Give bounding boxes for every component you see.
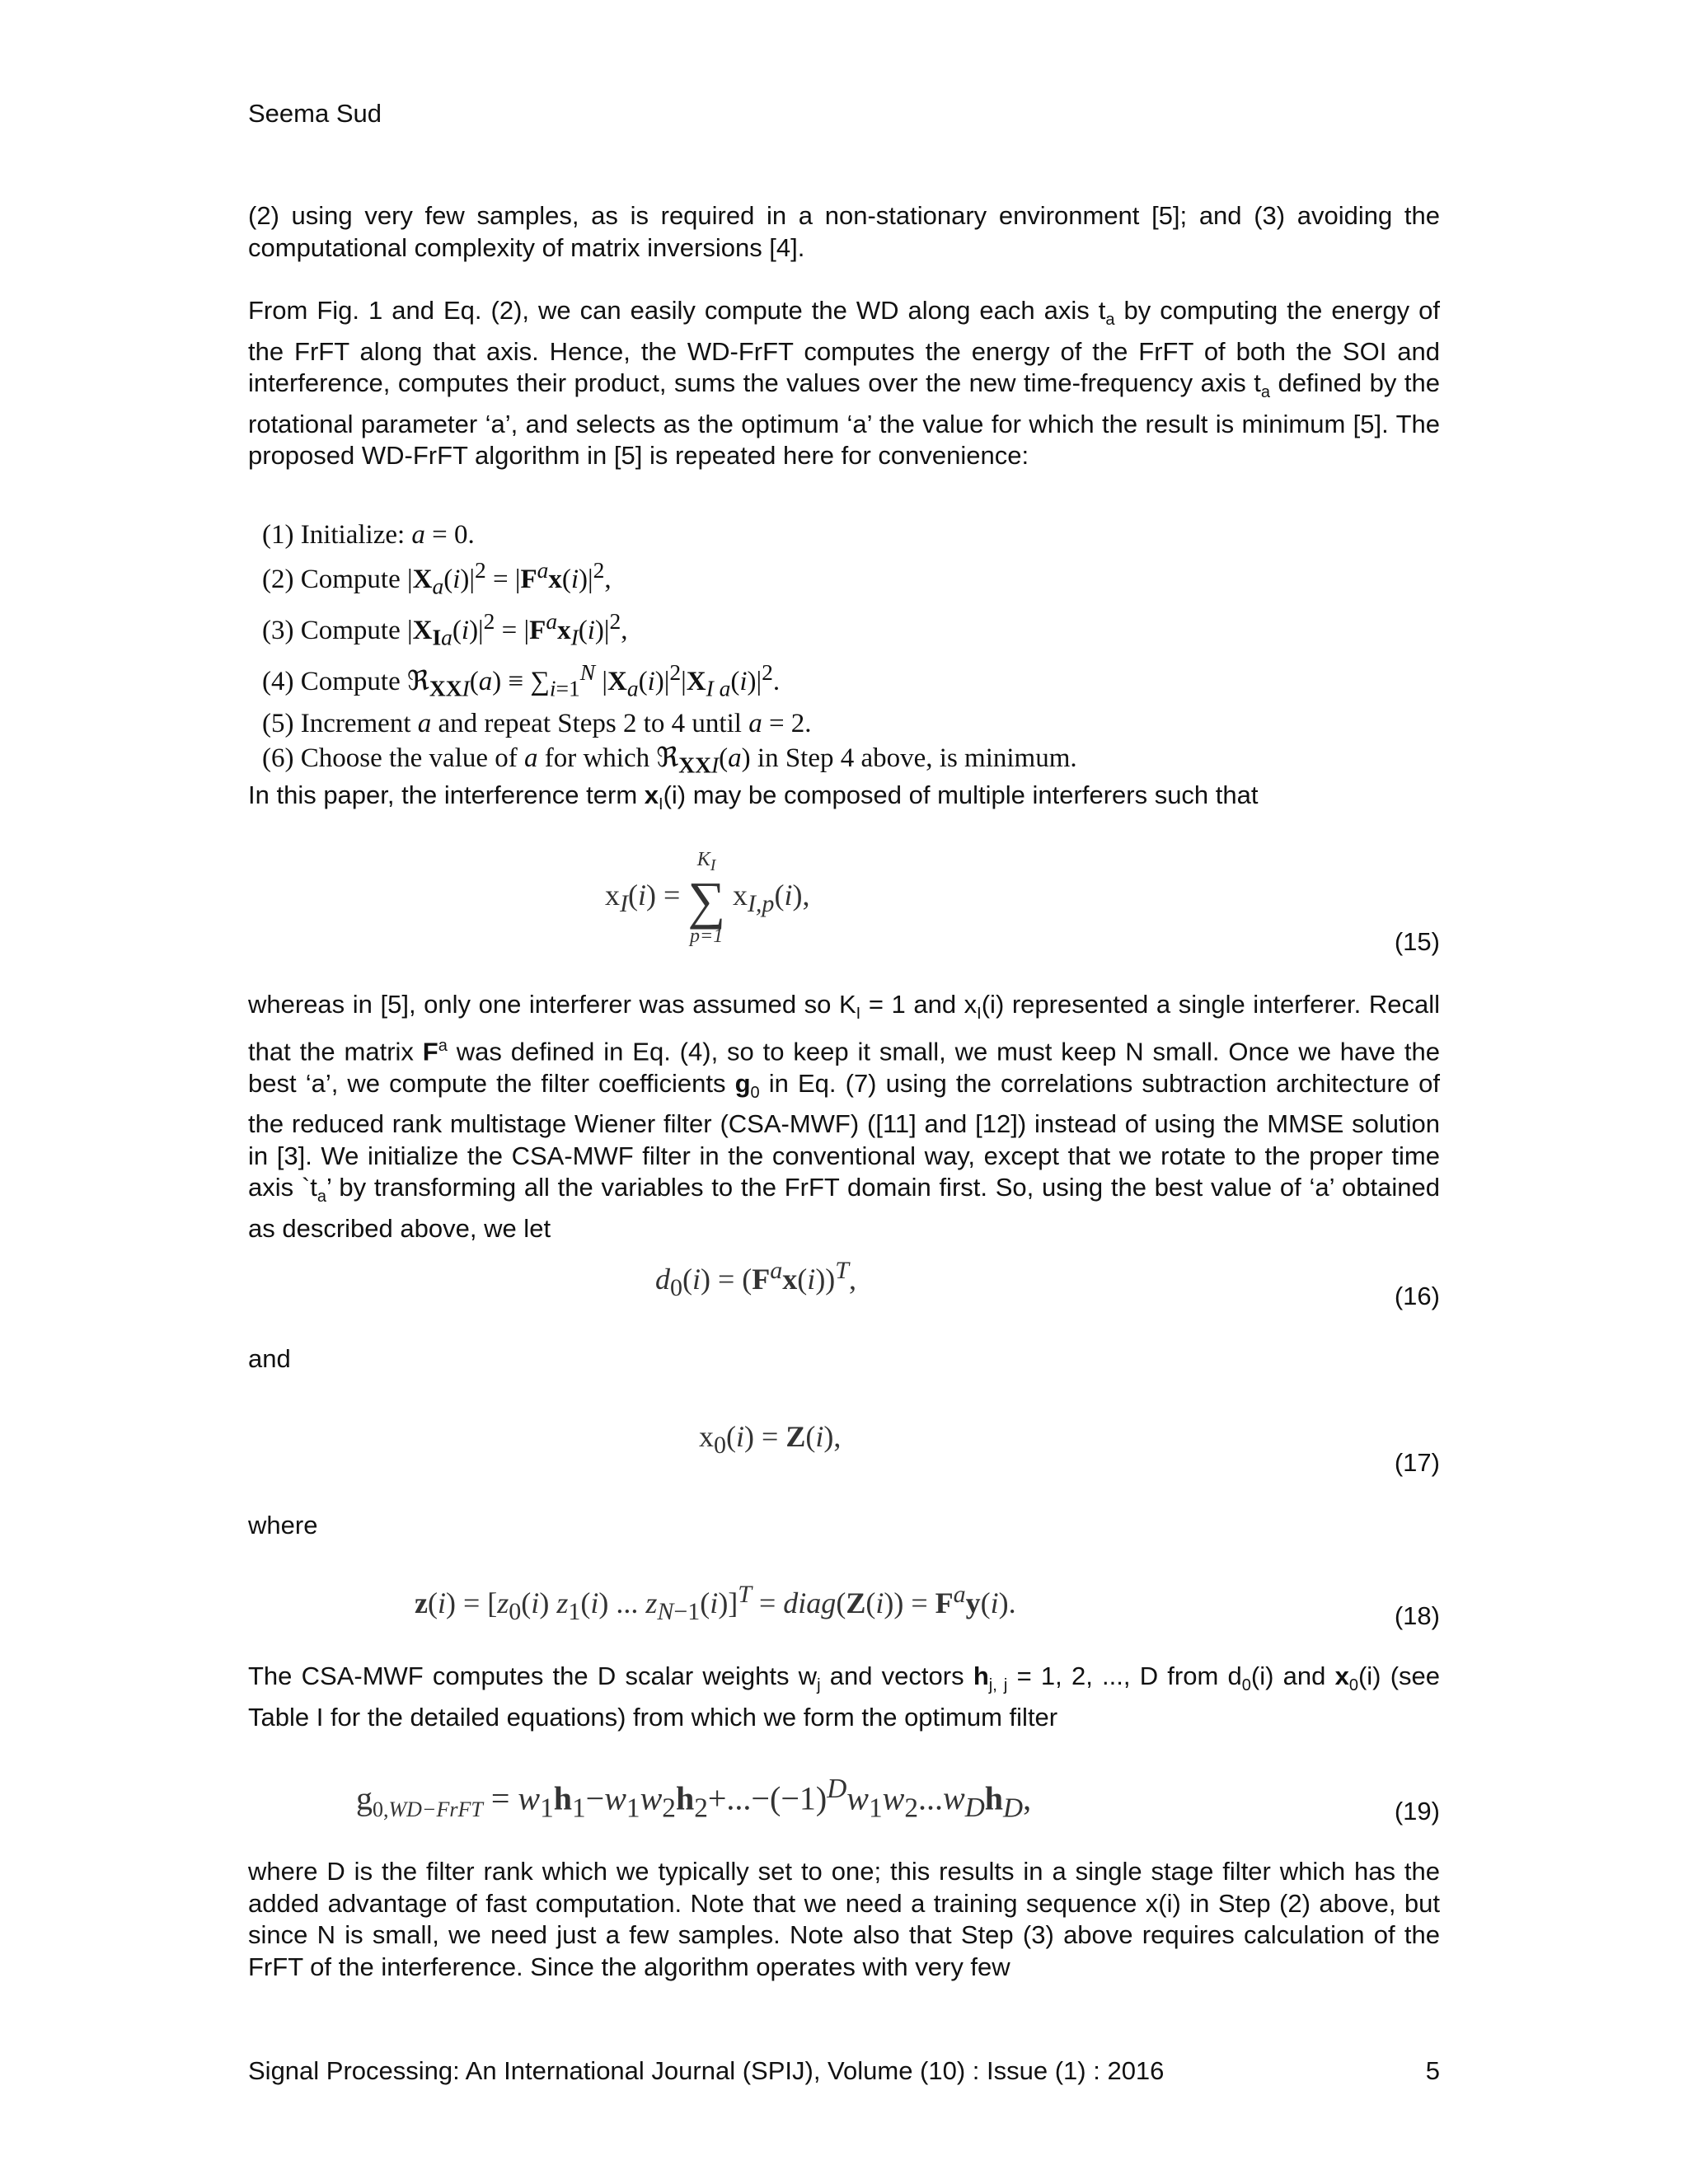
equation-15: $x_I(i)$ = $K_I$ ∑ p=1 $x_{I,p}(i)$, [605,849,810,947]
text-and: and [248,1344,291,1373]
footer-page-number: 5 [1425,2056,1440,2085]
equation-number-17: (17) [1394,1448,1440,1477]
algorithm-step-5: (5) Increment a and repeat Steps 2 to 4 until a = 2. [262,708,812,738]
equation-19: $g_{0,WD-FrFT} = w_1h_1-w_1w_2h_2+...-(-1)^Dw_1w_2...w_Dh_D$, [356,1774,1032,1824]
paragraph-filter-rank: where D is the filter rank which we typically set to one; this results in a single stage filter which has the added advantage of fast computation. Note that we need a training sequence x(i) in Step (2) above, but since N is small, we need just a few samples. Note also that Step (3) above requires calculation of the FrFT of the interference. Since the algorithm operates with very few [248,1857,1440,1981]
equation-18: $z(i) = [z_0(i)$ $z_1(i)$ ... $z_{N-1}(i)]^T$ = diag(Z(i)) = $F^ay(i)$. [415,1581,1016,1626]
paragraph-interference: In this paper, the interference term $x_I(i)$ may be composed of multiple interferers such that [248,780,1259,814]
equation-16: $d_0(i) = (F^ax(i))^T$, [655,1257,856,1302]
equation-17: $x_0(i) = Z(i)$, [699,1420,842,1460]
paragraph-intro: (2) using very few samples, as is required in a non-stationary environment [5]; and (3) avoiding the computational complexity of matrix inversions [4]. [248,201,1440,262]
paragraph-weights: The CSA-MWF computes the D scalar weights $w_j$ and vectors $h_{j, j} = 1$, 2, ..., D from $d_0(i)$ and $x_0(i)$ (see Table I for the detailed equations) from which we form the optimum filter [248,1661,1441,1732]
algorithm-step-1: (1) Initialize: a = 0. [262,520,475,550]
algorithm-step-3: (3) Compute $|X_{Ia}(i)|^2 = |F^ax_I(i)|^2$, [262,607,628,650]
equation-number-18: (18) [1394,1601,1440,1630]
running-header-author: Seema Sud [248,99,382,128]
algorithm-step-2: (2) Compute $|X_a(i)|^2 = |F^ax(i)|^2$, [262,556,612,599]
equation-number-16: (16) [1394,1282,1440,1310]
equation-number-15: (15) [1394,927,1440,956]
footer-journal: Signal Processing: An International Journal (SPIJ), Volume (10) : Issue (1) : 2016 [248,2056,1165,2085]
paragraph-wd-frft: From Fig. 1 and Eq. (2), we can easily compute the WD along each axis $t_a$ by computing the energy of the FrFT along that axis. Hence, the WD-FrFT computes the energy of the FrFT of both the SOI and interference, computes their product, sums the values over the new time-frequency axis $t_a$ defined by the rotational parameter ‘a’, and selects as the optimum ‘a’ the value for which the result is minimum [5]. The proposed WD-FrFT algorithm in [5] is repeated here for convenience: [248,296,1440,471]
text-where: where [248,1511,318,1540]
equation-number-19: (19) [1394,1797,1440,1825]
algorithm-step-6: (6) Choose the value of a for which ℜ$_{XXI}$(a) in Step 4 above, is minimum. [262,743,1077,778]
algorithm-step-4: (4) Compute ℜ$_{XXI}$(a) ≡ $\sum_{i=1}^N$ $|X_a(i)|^2|X_{I a}(i)|^2$. [262,658,781,701]
paragraph-csa-mwf: whereas in [5], only one interferer was assumed so $K_I = 1$ and $x_I(i)$ represented a single interferer. Recall that the matrix $F^a$ was defined in Eq. (4), so to keep it small, we must keep N small. Once we have the best ‘a’, we compute the filter coefficients $g_0$ in Eq. (7) using the correlations subtraction architecture of the reduced rank multistage Wiener filter (CSA-MWF) ([11] and [12]) instead of using the MMSE solution in [3]. We initialize the CSA-MWF filter in the conventional way, except that we rotate to the proper time axis $`t_a$’ by transforming all the variables to the FrFT domain first. So, using the best value of ‘a’ obtained as described above, we let [248,990,1440,1243]
algorithm-steps [262,518,1077,783]
